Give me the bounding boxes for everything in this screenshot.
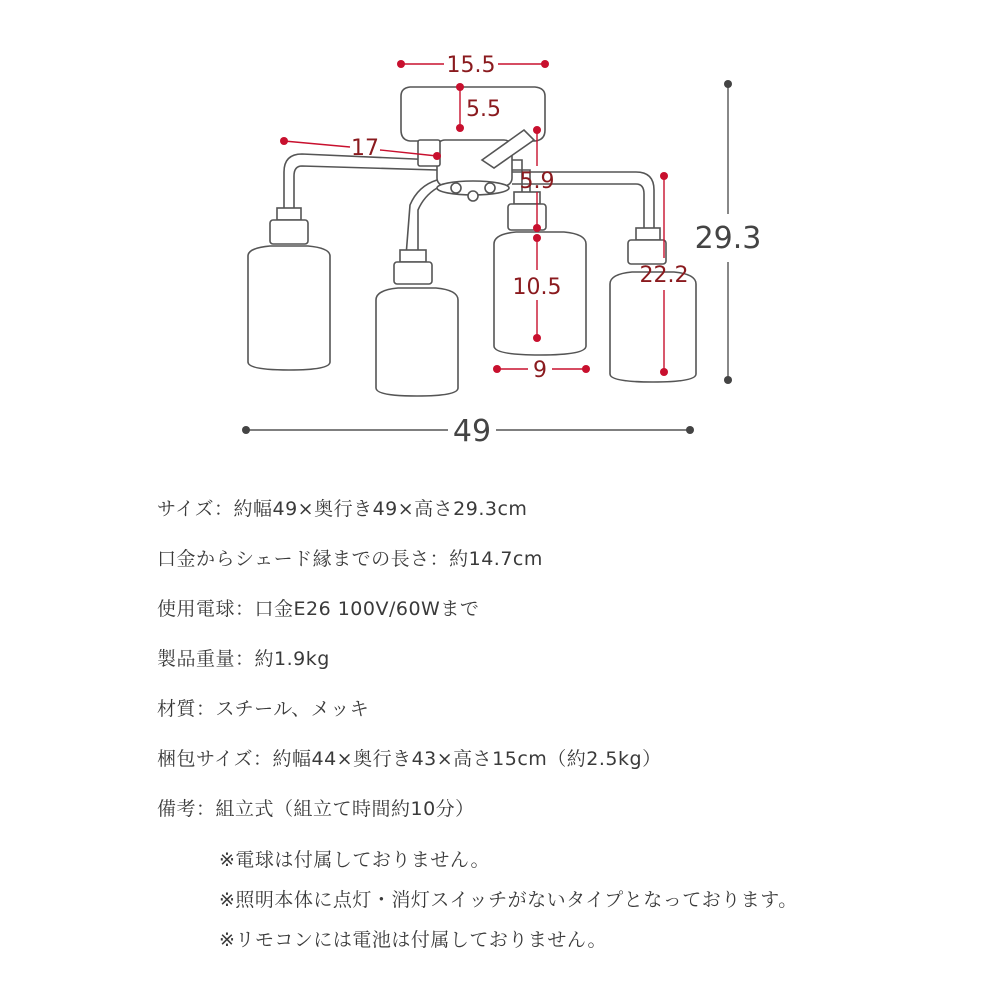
spec-bulb: 使用電球：口金E26 100V/60Wまで xyxy=(157,598,480,620)
dim-canopy-width: 15.5 xyxy=(446,53,496,78)
dim-socket-height: 5.9 xyxy=(519,169,555,194)
dim-total-width: 49 xyxy=(452,414,492,449)
dim-shade-width: 9 xyxy=(533,358,547,383)
spec-package: 梱包サイズ：約幅44×奥行き43×高さ15cm（約2.5kg） xyxy=(157,748,662,770)
spec-remarks: 備考：組立式（組立て時間約10分） xyxy=(157,798,475,820)
note-bulb: ※電球は付属しておりません。 xyxy=(219,849,491,871)
dim-arm-length: 17 xyxy=(351,136,379,161)
dim-shade-height: 10.5 xyxy=(512,275,562,300)
dim-total-height: 29.3 xyxy=(694,221,762,256)
note-switch: ※照明本体に点灯・消灯スイッチがないタイプとなっております。 xyxy=(219,889,798,911)
spec-socket-length: 口金からシェード縁までの長さ：約14.7cm xyxy=(157,548,543,570)
spec-material: 材質：スチール、メッキ xyxy=(157,698,370,720)
lamp-dimension-diagram xyxy=(0,0,1000,460)
dim-drop-height: 22.2 xyxy=(639,263,689,288)
dim-dot xyxy=(541,60,549,68)
spec-size: サイズ：約幅49×奥行き49×高さ29.3cm xyxy=(157,498,528,520)
spec-weight: 製品重量：約1.9kg xyxy=(157,648,330,670)
dim-canopy-height: 5.5 xyxy=(466,97,501,122)
right-shade xyxy=(610,272,696,382)
center-left-shade xyxy=(376,288,458,396)
left-arm xyxy=(284,154,437,210)
lamp-drawing xyxy=(248,87,696,396)
left-shade xyxy=(248,246,330,370)
note-remote: ※リモコンには電池は付属しておりません。 xyxy=(219,929,608,951)
dim-dot xyxy=(397,60,405,68)
